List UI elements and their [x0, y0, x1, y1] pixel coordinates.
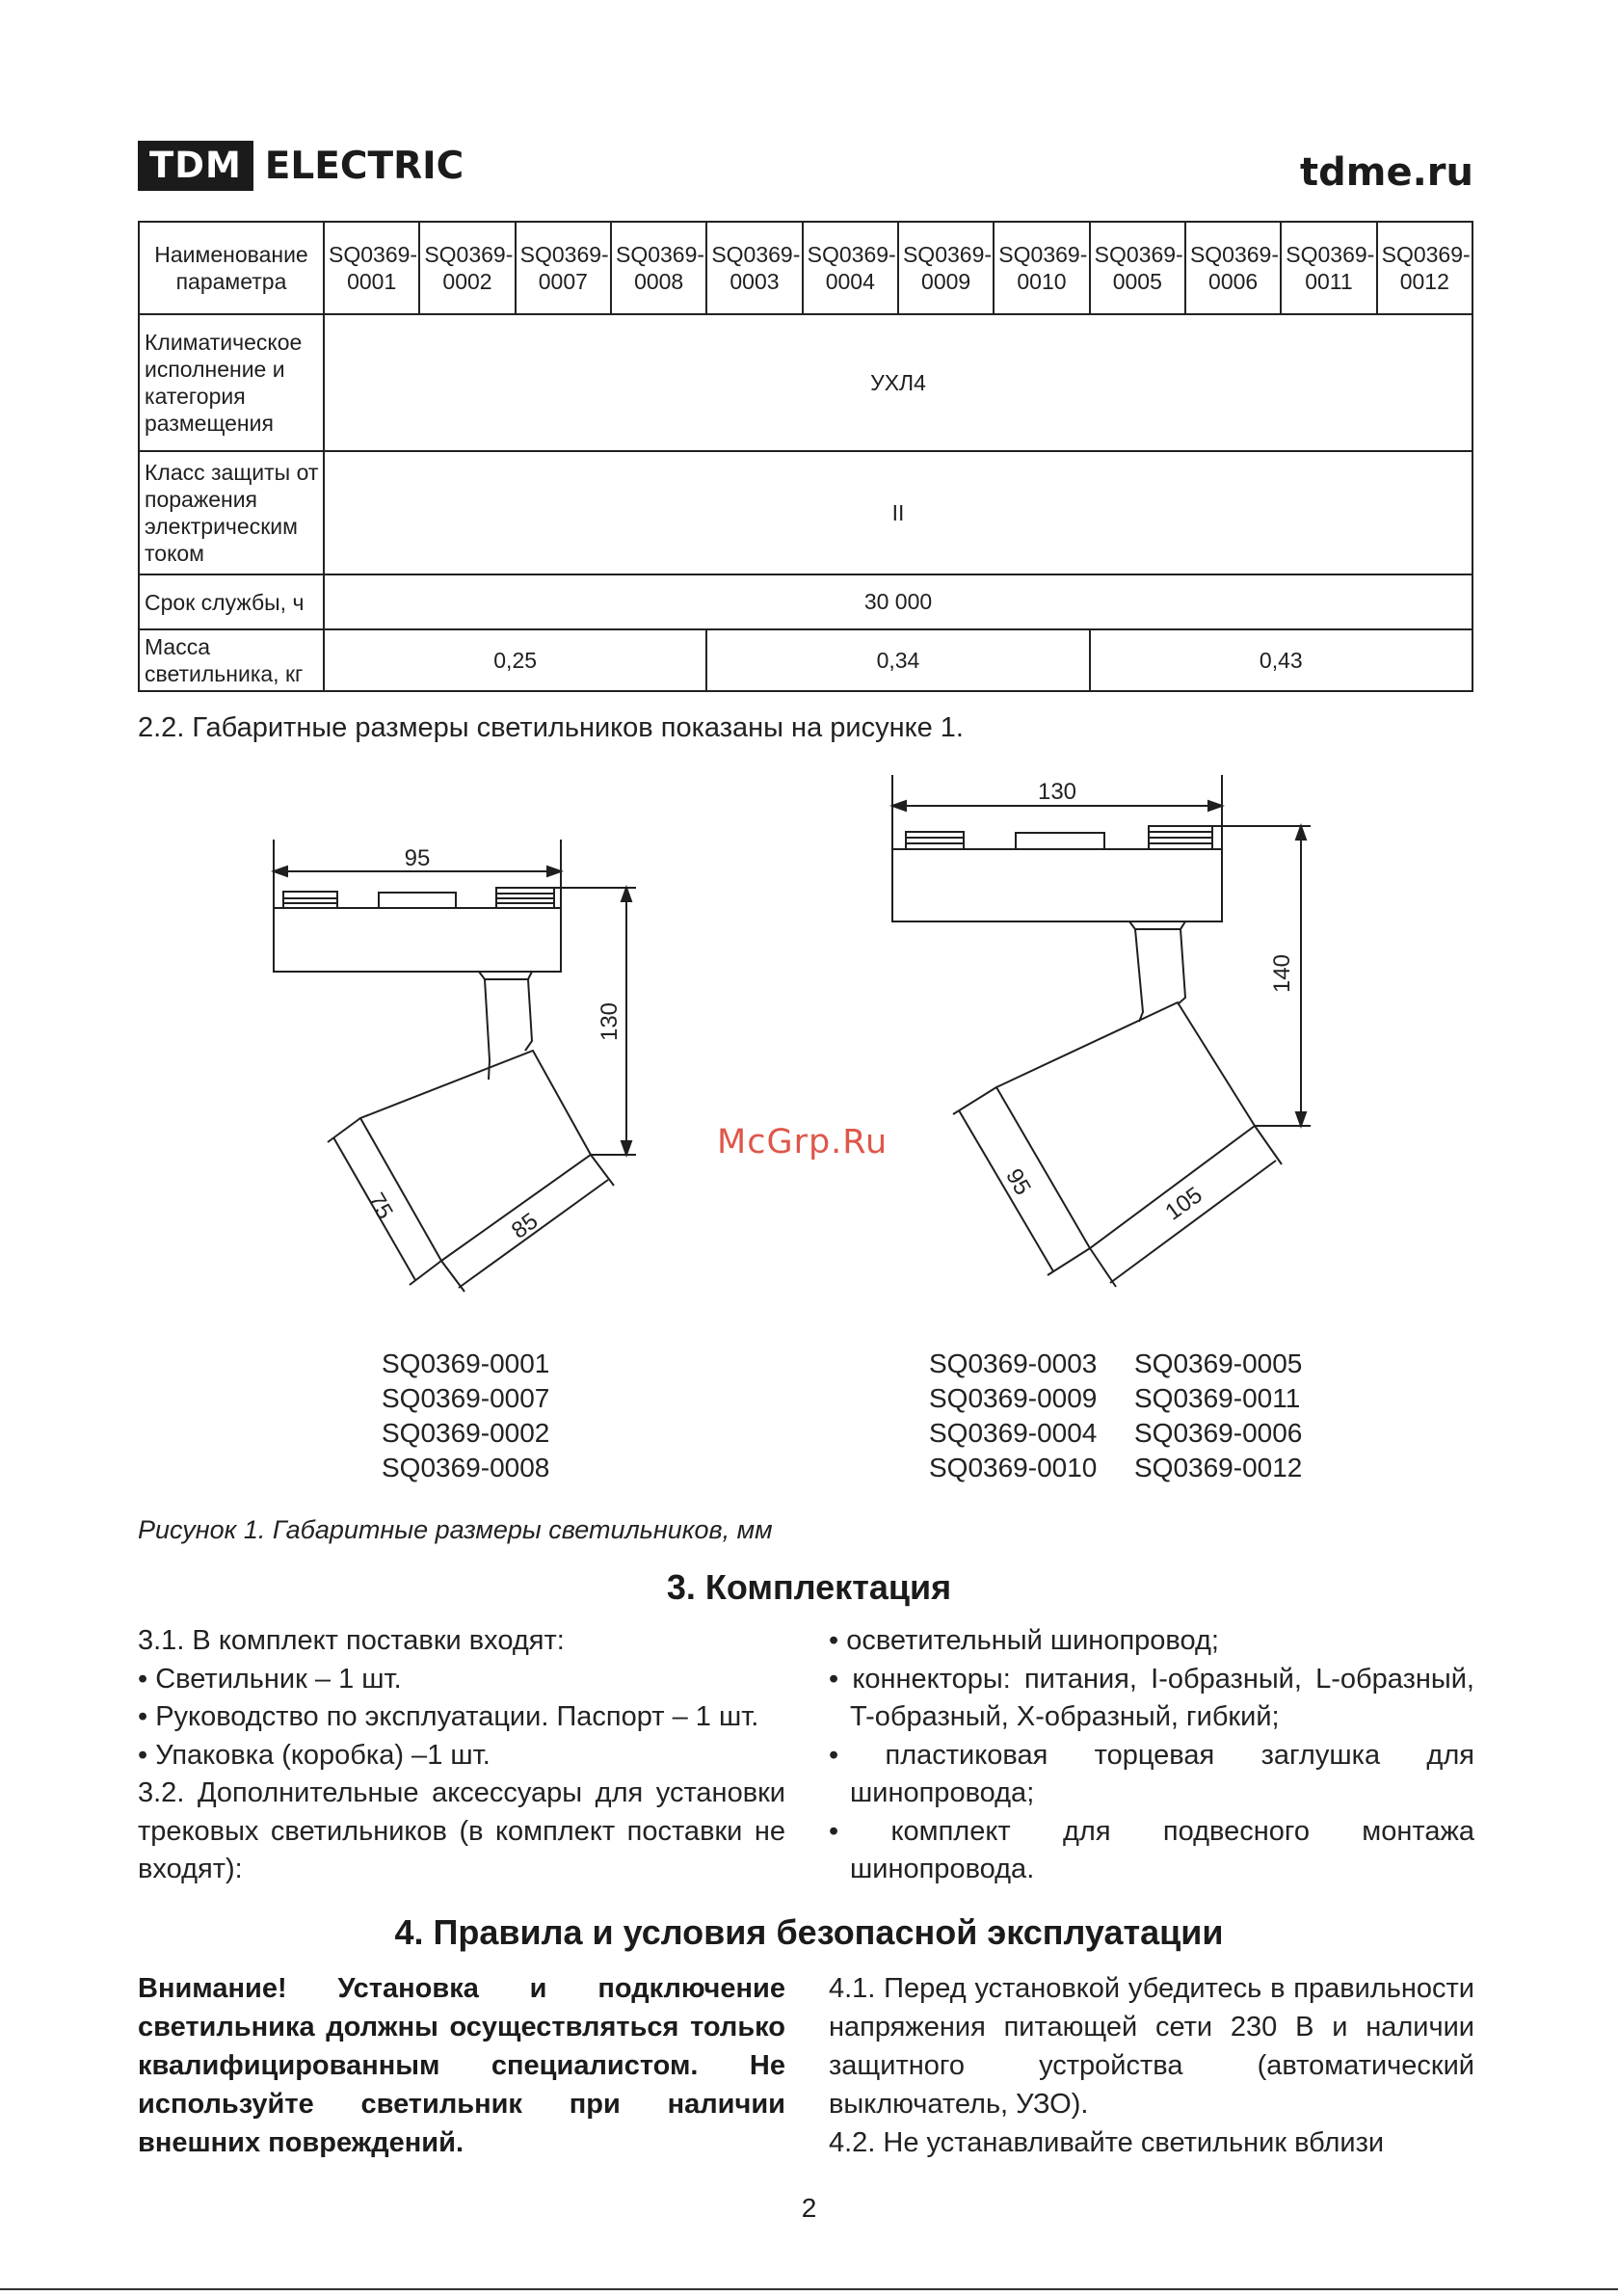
list-item: SQ0369-0010: [929, 1453, 1098, 1482]
dim-left-height: 130: [597, 1001, 623, 1042]
list-item: SQ0369-0001: [382, 1348, 550, 1378]
list-item: • Светильник – 1 шт.: [138, 1663, 402, 1695]
row-label: Срок службы, ч: [139, 574, 324, 629]
right-stem: [1135, 929, 1185, 1022]
right-connector-a: [906, 832, 964, 849]
row-value: 0,25: [324, 629, 706, 691]
left-connector-mid: [379, 893, 456, 908]
list-item: SQ0369-0007: [382, 1383, 550, 1413]
row-value: УХЛ4: [324, 314, 1472, 451]
model-header-cell: SQ0369- 0005: [1090, 222, 1185, 314]
list-item: • комплект для подвесного монтажа шинопровода.: [829, 1815, 1474, 1884]
brand-logo-box: TDM: [138, 141, 253, 191]
dim-left-diag: 85: [506, 1208, 544, 1244]
list-item: SQ0369-0008: [382, 1453, 550, 1482]
figure-caption: Рисунок 1. Габаритные размеры светильников, мм: [138, 1515, 773, 1544]
list-item: SQ0369-0005: [1134, 1348, 1303, 1378]
paragraph-3-1: 3.1. В комплект поставки входят:: [138, 1625, 565, 1656]
paragraph-3-2: 3.2. Дополнительные аксессуары для установки трековых светильников (в комплект поставки не входят):: [138, 1777, 785, 1884]
right-model-list-b: [1134, 1347, 1302, 1485]
right-connector-mid: [1016, 833, 1104, 849]
safety-warning: Внимание! Установка и подключение светильника должны осуществляться только квалифицированным специалистом. Не используйте светильник при наличии внешних повреждений.: [138, 1973, 785, 2158]
left-luminaire-drawing: [274, 840, 636, 1292]
dim-right-side: 95: [1000, 1163, 1036, 1200]
dim-right-width: 130: [1037, 779, 1077, 805]
list-item: • коннекторы: питания, I-образный, L-образный, T-образный, X-образный, гибкий;: [829, 1663, 1474, 1732]
right-luminaire-drawing: [892, 775, 1311, 1287]
section-3-right-column: [829, 1622, 1474, 1889]
model-header-cell: SQ0369- 0011: [1281, 222, 1376, 314]
dim-right-diag: 105: [1160, 1182, 1207, 1226]
left-adapter-body: [274, 908, 561, 972]
model-header-cell: SQ0369- 0002: [419, 222, 515, 314]
watermark: McGrp.Ru: [717, 1123, 889, 1161]
row-value: 30 000: [324, 574, 1472, 629]
section-3-left-column: [138, 1622, 785, 1889]
section-4-right-column: [829, 1969, 1474, 2162]
list-item: • Упаковка (коробка) –1 шт.: [138, 1739, 491, 1771]
model-header-cell: SQ0369- 0008: [611, 222, 706, 314]
left-model-list: [382, 1347, 549, 1485]
paragraph-4-2: 4.2. Не устанавливайте светильник вблизи: [829, 2127, 1385, 2158]
list-item: • Руководство по эксплуатации. Паспорт – 1 шт.: [138, 1701, 759, 1732]
page-number: 2: [801, 2193, 817, 2223]
model-header-cell: SQ0369- 0010: [994, 222, 1089, 314]
list-item: SQ0369-0003: [929, 1348, 1098, 1378]
dim-left-side: 75: [362, 1188, 398, 1224]
row-value: II: [324, 451, 1472, 574]
paragraph-4-1: 4.1. Перед установкой убедитесь в правильности напряжения питающей сети 230 В и наличии защитного устройства (автоматический выключатель, УЗО).: [829, 1973, 1474, 2120]
list-item: SQ0369-0004: [929, 1418, 1098, 1448]
list-item: SQ0369-0002: [382, 1418, 550, 1448]
list-item: SQ0369-0006: [1134, 1418, 1303, 1448]
list-item: SQ0369-0012: [1134, 1453, 1303, 1482]
row-label: Масса светильника, кг: [139, 629, 324, 691]
left-lamp-head: [360, 1051, 591, 1261]
page-bottom-rule: [0, 2288, 1618, 2290]
left-connector-a: [283, 892, 337, 908]
list-item: • осветительный шинопровод;: [829, 1625, 1219, 1656]
model-header-cell: SQ0369- 0001: [324, 222, 419, 314]
list-item: SQ0369-0011: [1134, 1383, 1301, 1413]
model-header-cell: SQ0369- 0003: [706, 222, 802, 314]
right-adapter-body: [892, 849, 1222, 921]
row-value: 0,43: [1090, 629, 1472, 691]
row-label: Климатическое исполнение и категория размещения: [139, 314, 324, 451]
model-header-cell: SQ0369- 0004: [803, 222, 898, 314]
model-header-cell: SQ0369- 0012: [1377, 222, 1472, 314]
model-header-cell: SQ0369- 0009: [898, 222, 994, 314]
right-lamp-head: [996, 1002, 1255, 1248]
left-stem-cap: [479, 972, 532, 979]
model-header-cell: SQ0369- 0006: [1185, 222, 1281, 314]
paragraph-2-2: 2.2. Габаритные размеры светильников показаны на рисунке 1.: [138, 712, 964, 743]
row-value: 0,34: [706, 629, 1089, 691]
list-item: SQ0369-0009: [929, 1383, 1098, 1413]
dim-left-width: 95: [404, 845, 431, 871]
section-4-title: 4. Правила и условия безопасной эксплуатации: [394, 1912, 1224, 1952]
param-header-cell: Наименование параметра: [139, 222, 324, 314]
row-label: Класс защиты от поражения электрическим током: [139, 451, 324, 574]
list-item: • пластиковая торцевая заглушка для шинопровода;: [829, 1739, 1474, 1808]
brand-logo-word: ELECTRIC: [264, 144, 464, 188]
right-model-list-a: [929, 1347, 1097, 1485]
model-header-cell: SQ0369- 0007: [516, 222, 611, 314]
left-stem: [485, 979, 532, 1080]
section-3-title: 3. Комплектация: [666, 1567, 952, 1607]
site-url[interactable]: tdme.ru: [1300, 150, 1473, 195]
dim-right-height: 140: [1269, 953, 1295, 994]
